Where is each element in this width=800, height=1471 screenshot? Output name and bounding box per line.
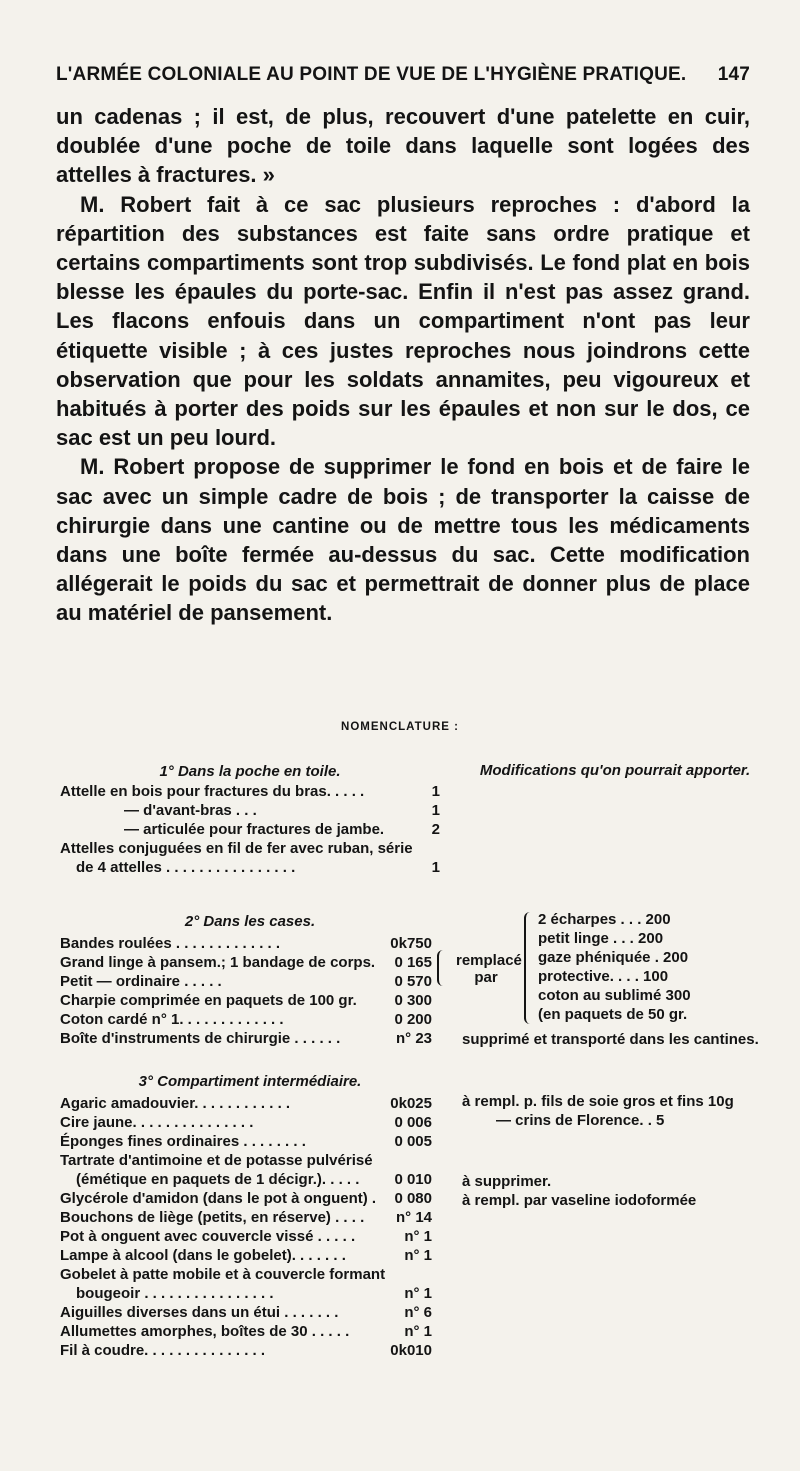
running-header bbox=[56, 64, 750, 86]
list-item: Bandes roulées . . . . . . . . . . . . . 0k750 bbox=[60, 935, 432, 952]
list-item: Attelle en bois pour fractures du bras. . . . . 1 bbox=[60, 783, 440, 800]
paragraph-2: M. Robert fait à ce sac plusieurs reproches : d'abord la répartition des substances est faite sans ordre pratique et certains compartiments sont trop subdivisés. Le fond plat en bois blesse les épaules du porte-sac. Enfin il n'est pas assez grand. Les flacons enfouis dans un compartiment n'ont pas leur étiquette visible ; à ces justes reproches nous joindrons cette observation que pour les soldats annamites, peu vigoureux et habitués à porter des poids sur les épaules et non sur le dos, ce sac est un peu lourd. bbox=[56, 191, 750, 451]
note-agaric: à rempl. p. fils de soie gros et fins 10g bbox=[462, 1093, 734, 1110]
list-item: Fil à coudre. . . . . . . . . . . . . . . 0k010 bbox=[60, 1342, 432, 1359]
paragraph-3: M. Robert propose de supprimer le fond en bois et de faire le sac avec un simple cadre de bois ; de transporter la caisse de chirurgie dans une cantine ou de mettre tous les médicaments dans une boîte fermée au-dessus du sac. Cette modification allégerait le poids du sac et permettrait de donner plus de place au matériel de pansement. bbox=[56, 454, 750, 626]
paragraph-1: un cadenas ; il est, de plus, recouvert d'une patelette en cuir, doublée d'une poche de toile dans laquelle sont logées des attelles à fractures. » bbox=[56, 104, 750, 188]
list-item: 2 écharpes . . . 200 bbox=[538, 911, 671, 928]
list-item: de 4 attelles . . . . . . . . . . . . . . . . 1 bbox=[76, 859, 440, 876]
note-agaric-2: — crins de Florence. . 5 bbox=[496, 1112, 665, 1129]
note-tartrate: à supprimer. bbox=[462, 1173, 552, 1190]
list-item: (en paquets de 50 gr. bbox=[538, 1006, 688, 1023]
list-item: Allumettes amorphes, boîtes de 30 . . . . . n° 1 bbox=[60, 1323, 432, 1340]
section2-list bbox=[60, 934, 432, 1048]
section1-list bbox=[60, 782, 440, 877]
list-item: Pot à onguent avec couvercle vissé . . . . . n° 1 bbox=[60, 1228, 432, 1245]
list-item: protective. . . . 100 bbox=[538, 968, 669, 985]
brace-right bbox=[524, 912, 534, 1024]
list-item: Boîte d'instruments de chirurgie . . . . . . n° 23 bbox=[60, 1030, 432, 1047]
list-item: Gobelet à patte mobile et à couvercle formant bbox=[60, 1266, 386, 1283]
note-glycerole: à rempl. par vaseline iodoformée bbox=[462, 1192, 697, 1209]
list-item: Agaric amadouvier. . . . . . . . . . . . 0k025 bbox=[60, 1095, 432, 1112]
list-item: Lampe à alcool (dans le gobelet). . . . . . . n° 1 bbox=[60, 1247, 432, 1264]
list-item: — d'avant-bras . . . 1 bbox=[124, 802, 440, 819]
list-item: petit linge . . . 200 bbox=[538, 930, 664, 947]
list-item: Coton cardé n° 1. . . . . . . . . . . . . 0 200 bbox=[60, 1011, 432, 1028]
list-item: gaze phéniquée . 200 bbox=[538, 949, 689, 966]
section3-list bbox=[60, 1094, 432, 1360]
section1-heading: 1° Dans la poche en toile. bbox=[159, 763, 341, 780]
list-item: Charpie comprimée en paquets de 100 gr. 0 300 bbox=[60, 992, 432, 1009]
list-item: coton au sublimé 300 bbox=[538, 987, 691, 1004]
list-item: Bouchons de liège (petits, en réserve) . . . . n° 14 bbox=[60, 1209, 432, 1226]
list-item: Aiguilles diverses dans un étui . . . . . . . n° 6 bbox=[60, 1304, 432, 1321]
header-title: L'ARMÉE COLONIALE AU POINT DE VUE DE L'HYGIÈNE PRATIQUE. bbox=[56, 64, 687, 85]
list-item: bougeoir . . . . . . . . . . . . . . . . n° 1 bbox=[76, 1285, 432, 1302]
list-item: Grand linge à pansem.; 1 bandage de corps. 0 165 bbox=[60, 954, 432, 971]
section3-heading: 3° Compartiment intermédiaire. bbox=[138, 1073, 362, 1090]
page-number: 147 bbox=[717, 64, 750, 85]
section2-heading: 2° Dans les cases. bbox=[184, 913, 316, 930]
brace-left bbox=[437, 950, 445, 986]
body-text bbox=[56, 102, 750, 628]
list-item: — articulée pour fractures de jambe. 2 bbox=[124, 821, 440, 838]
suppressed-note: supprimé et transporté dans les cantines. bbox=[462, 1031, 759, 1048]
list-item: Petit — ordinaire . . . . . 0 570 bbox=[60, 973, 432, 990]
list-item: Cire jaune. . . . . . . . . . . . . . . 0 006 bbox=[60, 1114, 432, 1131]
nomenclature-title: NOMENCLATURE : bbox=[341, 721, 459, 733]
replacement-list bbox=[538, 910, 758, 1024]
list-item: Tartrate d'antimoine et de potasse pulvérisé bbox=[60, 1152, 373, 1169]
list-item: Éponges fines ordinaires . . . . . . . . 0 005 bbox=[60, 1133, 432, 1150]
list-item: (émétique en paquets de 1 décigr.). . . . . 0 010 bbox=[76, 1171, 432, 1188]
list-item: Attelles conjuguées en fil de fer avec ruban, série bbox=[60, 840, 413, 857]
modifications-heading: Modifications qu'on pourrait apporter. bbox=[479, 762, 751, 779]
list-item: Glycérole d'amidon (dans le pot à onguent) . 0 080 bbox=[60, 1190, 432, 1207]
replaced-label: remplacé par bbox=[456, 952, 522, 986]
